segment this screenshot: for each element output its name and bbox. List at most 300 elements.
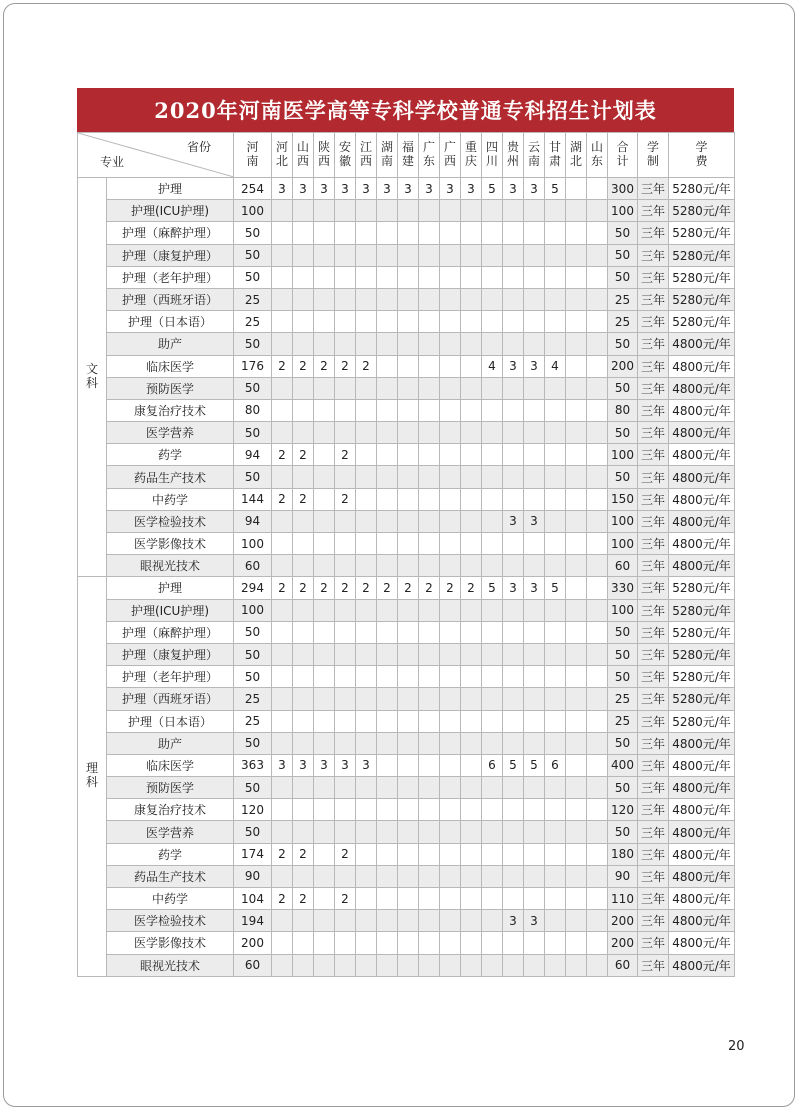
quota-cell (314, 444, 335, 466)
quota-cell (377, 754, 398, 776)
table-row (78, 821, 735, 843)
quota-cell: 50 (234, 643, 272, 665)
province-header (377, 133, 398, 178)
quota-cell (356, 865, 377, 887)
quota-cell (356, 399, 377, 421)
quota-cell: 25 (234, 688, 272, 710)
quota-cell (482, 843, 503, 865)
total-cell: 60 (608, 954, 638, 976)
quota-cell (482, 777, 503, 799)
quota-cell (335, 821, 356, 843)
province-header-label: 湖南 (381, 140, 394, 168)
quota-cell (566, 355, 587, 377)
province-header (314, 133, 335, 178)
quota-cell (545, 621, 566, 643)
major-name-cell: 护理（西班牙语） (107, 688, 234, 710)
quota-cell (335, 288, 356, 310)
quota-cell (545, 910, 566, 932)
total-cell: 50 (608, 777, 638, 799)
quota-cell (272, 666, 293, 688)
quota-cell: 3 (461, 178, 482, 200)
province-header-label: 江西 (360, 140, 373, 168)
quota-cell (461, 222, 482, 244)
table-row (78, 555, 735, 577)
quota-cell (377, 599, 398, 621)
major-name-cell: 护理（麻醉护理） (107, 222, 234, 244)
quota-cell: 176 (234, 355, 272, 377)
province-header (419, 133, 440, 178)
quota-cell (419, 710, 440, 732)
quota-cell (482, 533, 503, 555)
quota-cell (314, 888, 335, 910)
quota-cell (524, 555, 545, 577)
table-row (78, 422, 735, 444)
quota-cell: 100 (234, 200, 272, 222)
quota-cell (461, 200, 482, 222)
quota-cell (503, 311, 524, 333)
quota-cell (587, 311, 608, 333)
quota-cell (524, 422, 545, 444)
quota-cell: 2 (293, 843, 314, 865)
quota-cell: 60 (234, 954, 272, 976)
quota-cell (461, 821, 482, 843)
province-header-label: 湖北 (570, 140, 583, 168)
quota-cell (356, 222, 377, 244)
quota-cell (587, 510, 608, 532)
quota-cell: 5 (482, 577, 503, 599)
total-cell: 50 (608, 666, 638, 688)
quota-cell: 3 (356, 178, 377, 200)
years-cell: 三年 (638, 288, 669, 310)
quota-cell: 2 (356, 577, 377, 599)
quota-cell (419, 754, 440, 776)
quota-cell: 3 (335, 178, 356, 200)
quota-cell (356, 666, 377, 688)
quota-cell (377, 422, 398, 444)
major-name-cell: 医学影像技术 (107, 932, 234, 954)
quota-cell (461, 710, 482, 732)
quota-cell (440, 200, 461, 222)
table-row (78, 533, 735, 555)
quota-cell (545, 533, 566, 555)
quota-cell (545, 777, 566, 799)
major-name-cell: 护理（老年护理） (107, 266, 234, 288)
quota-cell (377, 466, 398, 488)
table-row (78, 510, 735, 532)
quota-cell (461, 599, 482, 621)
quota-cell (356, 799, 377, 821)
table-row (78, 843, 735, 865)
quota-cell (440, 843, 461, 865)
enrollment-plan-table (77, 132, 735, 977)
quota-cell (314, 377, 335, 399)
quota-cell (566, 932, 587, 954)
quota-cell: 2 (335, 843, 356, 865)
quota-cell (482, 732, 503, 754)
quota-cell: 3 (503, 178, 524, 200)
fee-cell: 5280元/年 (669, 266, 735, 288)
quota-cell (356, 643, 377, 665)
quota-cell (398, 222, 419, 244)
quota-cell (545, 888, 566, 910)
quota-cell: 3 (377, 178, 398, 200)
quota-cell (524, 288, 545, 310)
quota-cell (335, 666, 356, 688)
quota-cell (335, 910, 356, 932)
quota-cell (524, 599, 545, 621)
table-row (78, 621, 735, 643)
quota-cell (314, 599, 335, 621)
quota-cell (293, 865, 314, 887)
quota-cell (272, 910, 293, 932)
quota-cell (587, 422, 608, 444)
quota-cell (335, 643, 356, 665)
quota-cell (503, 222, 524, 244)
fee-cell: 4800元/年 (669, 510, 735, 532)
total-cell: 25 (608, 288, 638, 310)
table-row (78, 954, 735, 976)
quota-cell (356, 510, 377, 532)
quota-cell (524, 444, 545, 466)
quota-cell (398, 288, 419, 310)
quota-cell (398, 488, 419, 510)
quota-cell (398, 444, 419, 466)
category-cell (78, 178, 107, 577)
quota-cell (419, 843, 440, 865)
quota-cell (587, 932, 608, 954)
table-row (78, 266, 735, 288)
province-header-label: 广东 (423, 140, 436, 168)
quota-cell (419, 777, 440, 799)
quota-cell (272, 555, 293, 577)
quota-cell (587, 688, 608, 710)
quota-cell (314, 843, 335, 865)
major-name-cell: 医学营养 (107, 422, 234, 444)
quota-cell (419, 377, 440, 399)
quota-cell (440, 688, 461, 710)
quota-cell (419, 444, 440, 466)
quota-cell (272, 399, 293, 421)
quota-cell (272, 311, 293, 333)
quota-cell (398, 510, 419, 532)
quota-cell (440, 399, 461, 421)
quota-cell: 50 (234, 466, 272, 488)
quota-cell (566, 399, 587, 421)
table-row (78, 777, 735, 799)
quota-cell (314, 732, 335, 754)
quota-cell: 104 (234, 888, 272, 910)
quota-cell (482, 444, 503, 466)
major-name-cell: 护理(ICU护理) (107, 200, 234, 222)
province-header (440, 133, 461, 178)
quota-cell (503, 843, 524, 865)
quota-cell (419, 288, 440, 310)
quota-cell (503, 710, 524, 732)
quota-cell (566, 732, 587, 754)
province-header-label: 陕西 (318, 140, 331, 168)
quota-cell (419, 333, 440, 355)
quota-cell (377, 799, 398, 821)
quota-cell (356, 311, 377, 333)
quota-cell (377, 533, 398, 555)
quota-cell (335, 222, 356, 244)
quota-cell (461, 466, 482, 488)
quota-cell (503, 533, 524, 555)
quota-cell (461, 266, 482, 288)
quota-cell (566, 599, 587, 621)
quota-cell (314, 466, 335, 488)
table-row (78, 910, 735, 932)
quota-cell (482, 555, 503, 577)
quota-cell: 2 (398, 577, 419, 599)
quota-cell (272, 932, 293, 954)
quota-cell (524, 932, 545, 954)
fee-cell: 5280元/年 (669, 688, 735, 710)
quota-cell (566, 444, 587, 466)
quota-cell (377, 444, 398, 466)
total-cell: 50 (608, 821, 638, 843)
quota-cell (482, 821, 503, 843)
quota-cell (482, 244, 503, 266)
fee-cell: 4800元/年 (669, 466, 735, 488)
quota-cell (398, 333, 419, 355)
quota-cell (293, 555, 314, 577)
quota-cell (419, 954, 440, 976)
province-header (461, 133, 482, 178)
quota-cell (587, 732, 608, 754)
table-row (78, 466, 735, 488)
quota-cell: 2 (335, 577, 356, 599)
quota-cell (440, 244, 461, 266)
quota-cell (524, 266, 545, 288)
quota-cell (503, 266, 524, 288)
quota-cell (377, 333, 398, 355)
years-header (638, 133, 669, 178)
quota-cell: 2 (272, 444, 293, 466)
quota-cell (419, 932, 440, 954)
quota-cell (566, 510, 587, 532)
quota-cell: 3 (440, 178, 461, 200)
quota-cell (335, 266, 356, 288)
quota-cell (545, 599, 566, 621)
quota-cell (503, 643, 524, 665)
quota-cell (461, 888, 482, 910)
quota-cell (482, 910, 503, 932)
quota-cell (272, 777, 293, 799)
years-cell: 三年 (638, 377, 669, 399)
fee-cell: 5280元/年 (669, 288, 735, 310)
quota-cell (335, 466, 356, 488)
quota-cell (314, 266, 335, 288)
quota-cell (524, 710, 545, 732)
quota-cell (461, 732, 482, 754)
quota-cell (440, 222, 461, 244)
fee-cell: 4800元/年 (669, 377, 735, 399)
quota-cell (272, 222, 293, 244)
quota-cell: 2 (293, 888, 314, 910)
quota-cell (566, 422, 587, 444)
quota-cell (566, 311, 587, 333)
quota-cell (566, 488, 587, 510)
quota-cell (461, 488, 482, 510)
years-cell: 三年 (638, 865, 669, 887)
quota-cell (482, 888, 503, 910)
fee-cell: 4800元/年 (669, 865, 735, 887)
years-cell: 三年 (638, 510, 669, 532)
quota-cell (503, 399, 524, 421)
quota-cell (419, 865, 440, 887)
quota-cell (587, 488, 608, 510)
quota-cell: 2 (272, 577, 293, 599)
quota-cell (398, 688, 419, 710)
fee-cell: 4800元/年 (669, 777, 735, 799)
quota-cell (440, 821, 461, 843)
quota-cell (398, 843, 419, 865)
quota-cell (461, 333, 482, 355)
quota-cell (566, 821, 587, 843)
total-cell: 50 (608, 377, 638, 399)
quota-cell (272, 799, 293, 821)
quota-cell (335, 865, 356, 887)
total-cell: 60 (608, 555, 638, 577)
quota-cell (314, 510, 335, 532)
province-header (524, 133, 545, 178)
quota-cell (377, 621, 398, 643)
fee-cell: 4800元/年 (669, 422, 735, 444)
quota-cell (272, 510, 293, 532)
quota-cell: 94 (234, 510, 272, 532)
quota-cell (440, 666, 461, 688)
quota-cell (293, 399, 314, 421)
quota-cell (314, 333, 335, 355)
quota-cell (482, 688, 503, 710)
quota-cell (377, 200, 398, 222)
quota-cell (356, 821, 377, 843)
quota-cell: 25 (234, 311, 272, 333)
quota-cell (566, 178, 587, 200)
quota-cell (587, 910, 608, 932)
quota-cell (356, 488, 377, 510)
years-cell: 三年 (638, 621, 669, 643)
quota-cell (293, 466, 314, 488)
quota-cell (545, 799, 566, 821)
quota-cell (440, 888, 461, 910)
quota-cell (440, 266, 461, 288)
quota-cell: 3 (398, 178, 419, 200)
category-label: 文科 (86, 361, 99, 390)
quota-cell (398, 777, 419, 799)
years-cell: 三年 (638, 311, 669, 333)
quota-cell (461, 777, 482, 799)
quota-cell (398, 311, 419, 333)
quota-cell (566, 555, 587, 577)
quota-cell: 50 (234, 732, 272, 754)
quota-cell: 3 (503, 910, 524, 932)
quota-cell (314, 488, 335, 510)
quota-cell (587, 266, 608, 288)
quota-cell (545, 422, 566, 444)
quota-cell: 3 (293, 178, 314, 200)
quota-cell (503, 732, 524, 754)
quota-cell (356, 688, 377, 710)
quota-cell (272, 643, 293, 665)
quota-cell (335, 555, 356, 577)
quota-cell: 200 (234, 932, 272, 954)
quota-cell: 2 (293, 444, 314, 466)
quota-cell: 3 (314, 754, 335, 776)
quota-cell (461, 666, 482, 688)
fee-cell: 4800元/年 (669, 954, 735, 976)
total-cell: 50 (608, 266, 638, 288)
quota-cell (272, 732, 293, 754)
years-cell: 三年 (638, 333, 669, 355)
quota-cell (503, 865, 524, 887)
fee-cell: 4800元/年 (669, 533, 735, 555)
total-header (608, 133, 638, 178)
fee-cell: 4800元/年 (669, 732, 735, 754)
quota-cell (356, 200, 377, 222)
table-row (78, 222, 735, 244)
quota-cell (293, 266, 314, 288)
quota-cell: 50 (234, 244, 272, 266)
years-cell: 三年 (638, 577, 669, 599)
quota-cell (293, 311, 314, 333)
quota-cell (314, 200, 335, 222)
quota-cell (356, 555, 377, 577)
fee-cell: 5280元/年 (669, 643, 735, 665)
quota-cell (524, 843, 545, 865)
quota-cell: 3 (503, 577, 524, 599)
quota-cell (440, 954, 461, 976)
quota-cell: 4 (545, 355, 566, 377)
quota-cell: 2 (293, 488, 314, 510)
major-name-cell: 护理(ICU护理) (107, 599, 234, 621)
quota-cell (293, 333, 314, 355)
quota-cell (503, 688, 524, 710)
quota-cell (293, 688, 314, 710)
quota-cell: 3 (524, 355, 545, 377)
quota-cell: 3 (314, 178, 335, 200)
quota-cell (566, 843, 587, 865)
quota-cell (377, 643, 398, 665)
quota-cell: 60 (234, 555, 272, 577)
quota-cell (335, 710, 356, 732)
years-cell: 三年 (638, 932, 669, 954)
quota-cell (440, 777, 461, 799)
header-row (78, 133, 735, 178)
quota-cell (314, 311, 335, 333)
quota-cell (524, 777, 545, 799)
quota-cell (335, 244, 356, 266)
quota-cell (377, 888, 398, 910)
quota-cell (587, 377, 608, 399)
quota-cell (566, 910, 587, 932)
table-body (78, 178, 735, 977)
total-cell: 50 (608, 422, 638, 444)
quota-cell (419, 666, 440, 688)
table-row (78, 666, 735, 688)
quota-cell (335, 311, 356, 333)
quota-cell (524, 954, 545, 976)
quota-cell: 3 (419, 178, 440, 200)
table-row (78, 732, 735, 754)
quota-cell (356, 377, 377, 399)
quota-cell (566, 533, 587, 555)
quota-cell (335, 954, 356, 976)
quota-cell (356, 621, 377, 643)
quota-cell (566, 643, 587, 665)
quota-cell (398, 555, 419, 577)
